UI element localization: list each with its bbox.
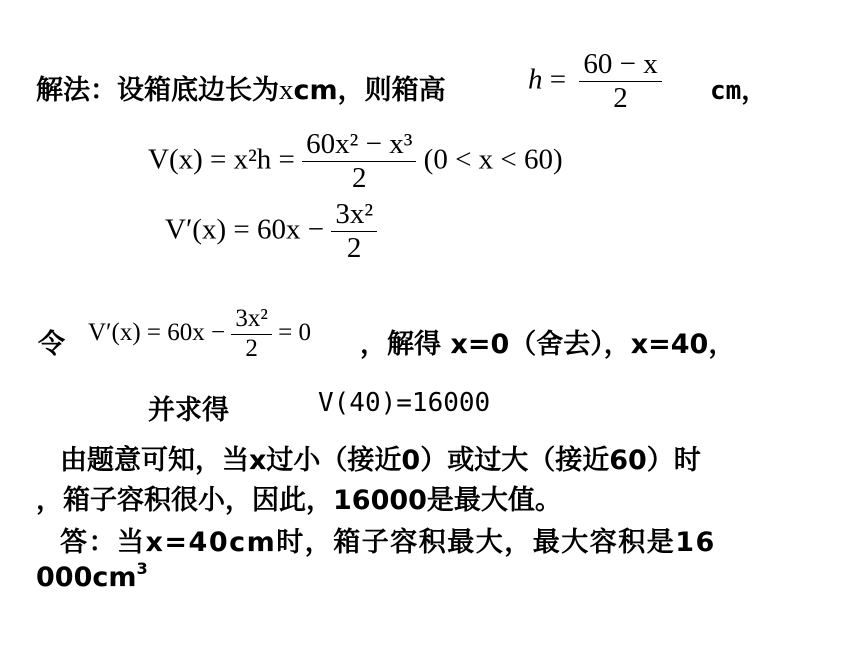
answer-line-2 bbox=[36, 558, 148, 593]
ling-text: 令 bbox=[38, 329, 65, 360]
derivative-fraction bbox=[331, 198, 377, 266]
unit-then-text: cm，则箱高 bbox=[293, 75, 446, 106]
equation-denominator: 2 bbox=[245, 334, 258, 362]
solution-intro bbox=[36, 68, 446, 107]
derivative-lhs: V′(x) = 60x − bbox=[165, 213, 325, 246]
equation-numerator: 3x² bbox=[231, 305, 272, 335]
equation-lhs: V′(x) = 60x − bbox=[88, 318, 226, 346]
equals-sign: = bbox=[549, 63, 567, 96]
height-symbol: h bbox=[528, 63, 543, 96]
volume-formula bbox=[148, 128, 563, 196]
solution-prefix: 解法：设箱底边长为 bbox=[36, 75, 279, 106]
height-fraction bbox=[579, 48, 661, 116]
derivative-denominator: 2 bbox=[346, 232, 362, 265]
find-text: 并求得 bbox=[148, 395, 229, 426]
answer-value: 000cm bbox=[36, 562, 137, 593]
volume-numerator: 60x² − x³ bbox=[302, 128, 416, 162]
height-denominator: 2 bbox=[613, 82, 628, 115]
reasoning-line-2: ，箱子容积很小，因此，16000是最大值。 bbox=[36, 485, 562, 516]
derivative-numerator: 3x² bbox=[331, 198, 377, 232]
reasoning-line-1: 由题意可知，当x过小（接近0）或过大（接近60）时 bbox=[60, 445, 701, 476]
answer-line-1: 答：当x=40cm时，箱子容积最大，最大容积是16 bbox=[60, 527, 716, 558]
height-numerator: 60 − x bbox=[579, 48, 661, 82]
max-volume-value: V(40)=16000 bbox=[318, 388, 491, 418]
variable-x: x bbox=[279, 74, 294, 106]
unit-cm: cm， bbox=[710, 76, 768, 106]
height-formula bbox=[528, 48, 662, 116]
volume-lhs: V(x) = x²h = bbox=[148, 143, 295, 176]
volume-denominator: 2 bbox=[352, 162, 367, 195]
cubed-superscript: 3 bbox=[136, 558, 148, 578]
volume-fraction bbox=[302, 128, 416, 196]
derivative-formula bbox=[165, 198, 377, 266]
equation-rhs: = 0 bbox=[278, 318, 311, 346]
solve-result: ，解得 x=0（舍去），x=40， bbox=[360, 329, 736, 360]
derivative-zero-equation bbox=[88, 305, 311, 364]
volume-domain: (0 < x < 60) bbox=[423, 143, 563, 176]
equation-fraction bbox=[231, 305, 272, 364]
